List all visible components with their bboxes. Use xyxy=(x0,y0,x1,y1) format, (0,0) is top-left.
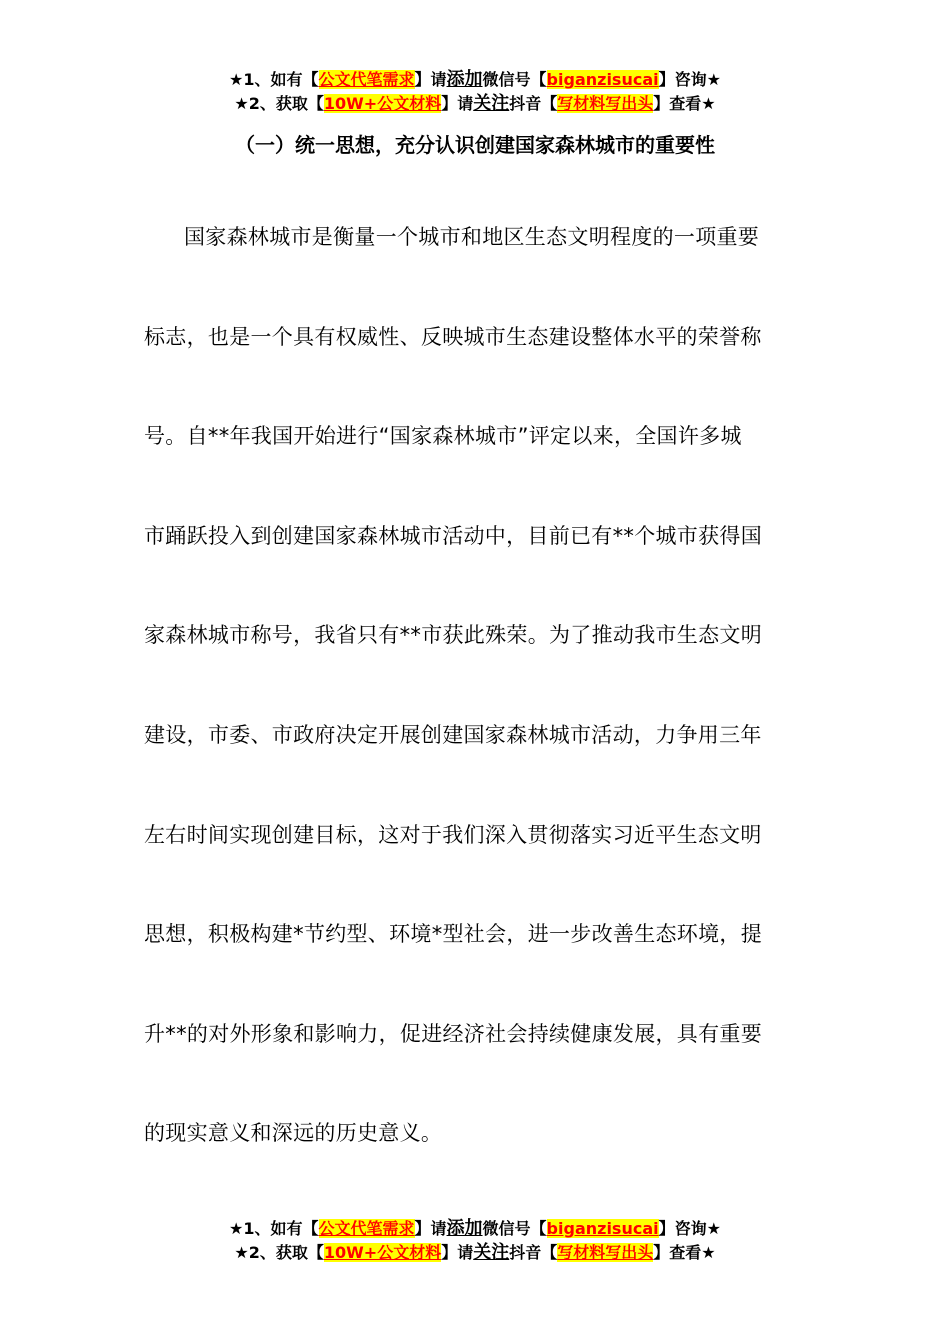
banner-text: 】查看★ xyxy=(653,94,716,113)
underlined-word: 添加 xyxy=(446,69,483,90)
paragraph-line: 建设，市委、市政府决定开展创建国家森林城市活动，力争用三年 xyxy=(144,722,762,747)
top-banner xyxy=(0,68,950,116)
paragraph-line: 家森林城市称号，我省只有**市获此殊荣。为了推动我市生态文明 xyxy=(144,623,762,648)
highlight-materials: 10W+公文材料 xyxy=(323,94,442,113)
paragraph-line: 升**的对外形象和影响力，促进经济社会持续健康发展，具有重要 xyxy=(144,1021,762,1046)
bottom-banner xyxy=(0,1217,950,1265)
underlined-word: 关注 xyxy=(473,1242,510,1263)
banner-text: 】请 xyxy=(414,70,447,89)
highlight-douyin-id: 写材料写出头 xyxy=(557,94,654,113)
banner-text: ★1、如有【 xyxy=(229,70,319,89)
banner-text: 】查看★ xyxy=(653,1243,716,1262)
highlight-materials: 10W+公文材料 xyxy=(323,1243,442,1262)
banner-text: 微信号【 xyxy=(482,70,547,89)
banner-text: 抖音【 xyxy=(509,1243,558,1262)
banner-line-2 xyxy=(0,1241,950,1265)
paragraph-line: 市踊跃投入到创建国家森林城市活动中，目前已有**个城市获得国 xyxy=(144,523,762,548)
underlined-word: 添加 xyxy=(446,1218,483,1239)
paragraph-line: 的现实意义和深远的历史意义。 xyxy=(144,1121,443,1146)
paragraph-line: 思想，积极构建*节约型、环境*型社会，进一步改善生态环境，提 xyxy=(144,922,762,947)
banner-text: ★1、如有【 xyxy=(229,1219,319,1238)
banner-text: 】请 xyxy=(414,1219,447,1238)
banner-line-1 xyxy=(0,1217,950,1241)
banner-text: ★2、获取【 xyxy=(234,1243,324,1262)
paragraph-line: 标志，也是一个具有权威性、反映城市生态建设整体水平的荣誉称 xyxy=(144,324,762,349)
section-heading: （一）统一思想，充分认识创建国家森林城市的重要性 xyxy=(235,133,715,157)
underlined-word: 关注 xyxy=(473,93,510,114)
paragraph-line: 号。自**年我国开始进行“国家森林城市”评定以来，全国许多城 xyxy=(144,424,742,449)
banner-text: 】咨询★ xyxy=(658,70,721,89)
banner-text: 抖音【 xyxy=(509,94,558,113)
banner-text: 】请 xyxy=(441,1243,474,1262)
banner-text: 微信号【 xyxy=(482,1219,547,1238)
banner-line-1 xyxy=(0,68,950,92)
banner-text: 】请 xyxy=(441,94,474,113)
highlight-wechat-id: biganzisucai xyxy=(546,70,659,89)
highlight-service: 公文代笔需求 xyxy=(318,70,415,89)
paragraph-line: 左右时间实现创建目标，这对于我们深入贯彻落实习近平生态文明 xyxy=(144,822,762,847)
highlight-wechat-id: biganzisucai xyxy=(546,1219,659,1238)
banner-text: ★2、获取【 xyxy=(234,94,324,113)
banner-text: 】咨询★ xyxy=(658,1219,721,1238)
banner-line-2 xyxy=(0,92,950,116)
highlight-service: 公文代笔需求 xyxy=(318,1219,415,1238)
body-paragraph xyxy=(144,220,806,1216)
paragraph-line: 国家森林城市是衡量一个城市和地区生态文明程度的一项重要 xyxy=(184,225,760,249)
highlight-douyin-id: 写材料写出头 xyxy=(557,1243,654,1262)
